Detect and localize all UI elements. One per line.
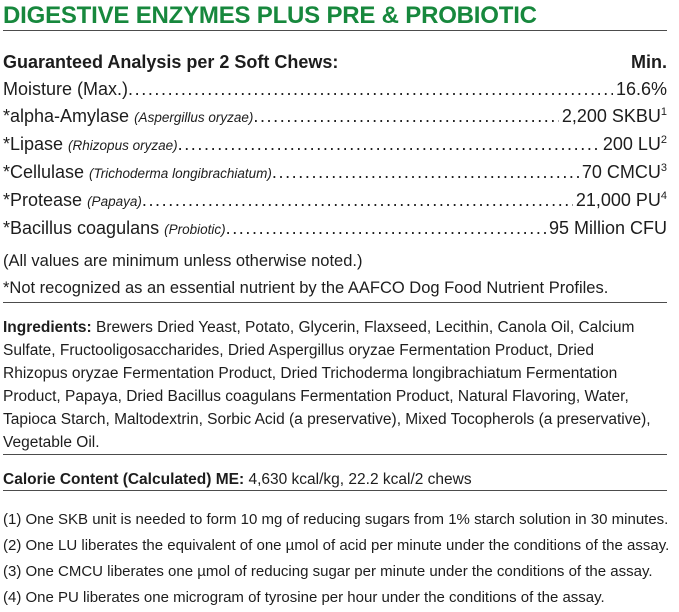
divider-top [3, 30, 667, 31]
dot-leader [128, 76, 613, 103]
nutrient-value [549, 215, 667, 242]
nutrient-source: (Trichoderma longibrachiatum) [89, 166, 272, 181]
analysis-row [3, 159, 667, 187]
calorie-content-value: 4,630 kcal/kg, 22.2 kcal/2 chews [248, 471, 472, 488]
footnote: (2) One LU liberates the equivalent of one µmol of acid per minute under the conditions of the assay. [3, 537, 670, 554]
nutrient-name: Moisture (Max.) [3, 79, 129, 99]
guaranteed-analysis-header [3, 50, 667, 74]
dot-leader [272, 159, 579, 186]
ingredients-label: Ingredients: [3, 319, 92, 336]
nutrient-footnote-marker: 4 [660, 190, 667, 202]
analysis-row [3, 103, 667, 131]
nutrient-source: (Rhizopus oryzae) [68, 138, 178, 153]
all-values-note: (All values are minimum unless otherwise noted.) [3, 252, 363, 270]
analysis-notes [3, 248, 667, 302]
dot-leader [142, 187, 573, 214]
footnote: (3) One CMCU liberates one µmol of reducing sugar per minute under the conditions of the assay. [3, 563, 653, 580]
analysis-row [3, 187, 667, 215]
nutrient-value-text: 200 LU [602, 134, 661, 154]
nutrient-value-text: 21,000 PU [575, 190, 661, 210]
nutrient-footnote-marker: 2 [660, 134, 667, 146]
product-title: DIGESTIVE ENZYMES PLUS PRE & PROBIOTIC [3, 2, 537, 29]
nutrient-source: (Papaya) [87, 194, 142, 209]
divider-ingredients [3, 302, 667, 303]
footnotes [3, 507, 670, 611]
nutrient-value [616, 76, 667, 103]
calorie-content-label: Calorie Content (Calculated) ME: [3, 471, 245, 488]
nutrient-value-text: 70 CMCU [581, 162, 661, 182]
analysis-row [3, 76, 667, 103]
nutrient-name: *alpha-Amylase [3, 106, 130, 126]
nutrient-source: (Probiotic) [164, 222, 226, 237]
nutrient-name: *Lipase [3, 134, 64, 154]
guaranteed-analysis-table [3, 76, 667, 243]
nutrient-footnote-marker: 1 [660, 106, 667, 118]
footnote: (4) One PU liberates one microgram of tyrosine per hour under the conditions of the assay. [3, 589, 605, 606]
nutrient-value [562, 103, 667, 130]
nutrient-value-text: 16.6% [615, 79, 667, 99]
dot-leader [178, 131, 600, 158]
analysis-row [3, 131, 667, 159]
calorie-content-line [3, 469, 667, 490]
ingredients-paragraph [3, 316, 667, 454]
nutrient-value-text: 95 Million CFU [548, 218, 667, 238]
min-column-label: Min. [631, 52, 667, 72]
aafco-note: *Not recognized as an essential nutrient by the AAFCO Dog Food Nutrient Profiles. [3, 279, 609, 297]
ingredients-text: Brewers Dried Yeast, Potato, Glycerin, Flaxseed, Lecithin, Canola Oil, Calcium Sulfate, Fructooligosaccharides, Dried Aspergillus oryzae Fermentation Product, Dried Rhizopus oryzae Fermentation Product, Dried Trichoderma longibrachiatum Fermentation Product, Papaya, Dried Bacillus coagulans Fermentation Product, Natural Flavoring, Water, Tapioca Starch, Maltodextrin, Sorbic Acid (a preservative), Mixed Tocopherols (a preservative), Vegetable Oil. [3, 319, 651, 451]
dot-leader [253, 103, 558, 130]
nutrient-name: *Protease [3, 190, 83, 210]
footnote: (1) One SKB unit is needed to form 10 mg of reducing sugars from 1% starch solution in 30 minutes. [3, 511, 669, 528]
nutrient-source: (Aspergillus oryzae) [134, 110, 254, 125]
nutrient-footnote-marker: 3 [660, 162, 667, 174]
nutrient-value [576, 187, 667, 214]
divider-footnotes [3, 490, 667, 491]
guaranteed-analysis-heading: Guaranteed Analysis per 2 Soft Chews: [3, 52, 339, 72]
nutrient-value [603, 131, 667, 158]
nutrient-name: *Bacillus coagulans [3, 218, 160, 238]
analysis-row [3, 215, 667, 243]
nutrient-name: *Cellulase [3, 162, 85, 182]
divider-calorie [3, 454, 667, 455]
nutrient-value-text: 2,200 SKBU [561, 106, 661, 126]
nutrient-value [582, 159, 667, 186]
dot-leader [226, 215, 546, 242]
